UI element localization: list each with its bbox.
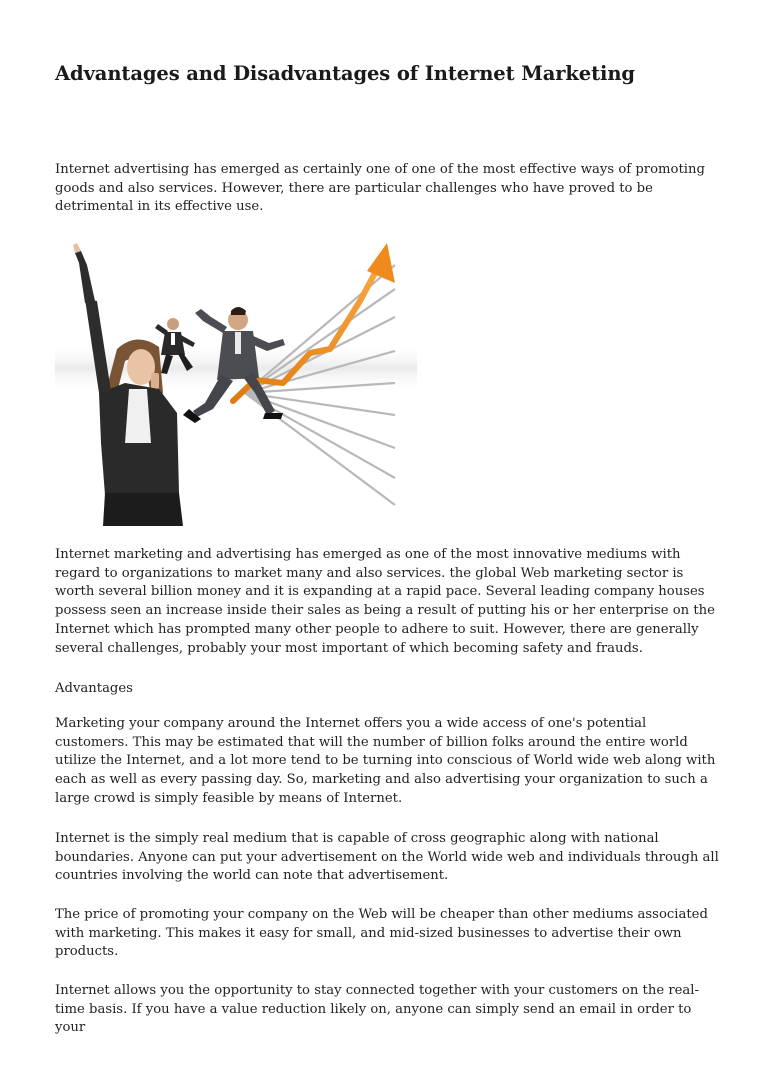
section-heading-advantages: Advantages	[55, 681, 133, 696]
body-paragraph-4: The price of promoting your company on the Web will be cheaper than other mediums associated with marketing. This makes it easy for small, and mid-sized businesses to advertise their own products.	[55, 907, 708, 960]
intro-paragraph: Internet advertising has emerged as certainly one of one of the most effective ways of promoting goods and also services. However, there are particular challenges who have proved to be detrimental in its effective use.	[55, 162, 705, 215]
body-paragraph-2: Marketing your company around the Internet offers you a wide access of one's potential customers. This may be estimated that will the number of billion folks around the entire world utilize the Internet, and a lot more tend to be turning into conscious of World wide web along with each as well as every passing day. So, marketing and also advertising your organization to such a large crowd is simply feasible by means of Internet.	[55, 716, 716, 806]
body-paragraph-3: Internet is the simply real medium that is capable of cross geographic along with national boundaries. Anyone can put your advertisement on the World wide web and individuals through all countries involving the world can note that advertisement.	[55, 831, 719, 884]
body-paragraph-5: Internet allows you the opportunity to stay connected together with your customers on the real-time basis. If you have a value reduction likely on, anyone can simply send an email in order to your	[55, 983, 699, 1036]
document-title: Advantages and Disadvantages of Internet Marketing	[55, 62, 635, 85]
body-paragraph-1: Internet marketing and advertising has emerged as one of the most innovative mediums with regard to organizations to market many and also services. the global Web marketing sector is worth several billion money and it is expanding at a rapid pace. Several leading company houses possess seen an increase inside their sales as being a result of putting his or her enterprise on the Internet which has prompted many other people to adhere to suit. However, there are generally several challenges, probably your most important of which becoming safety and frauds.	[55, 547, 715, 656]
business-success-illustration	[55, 243, 417, 526]
